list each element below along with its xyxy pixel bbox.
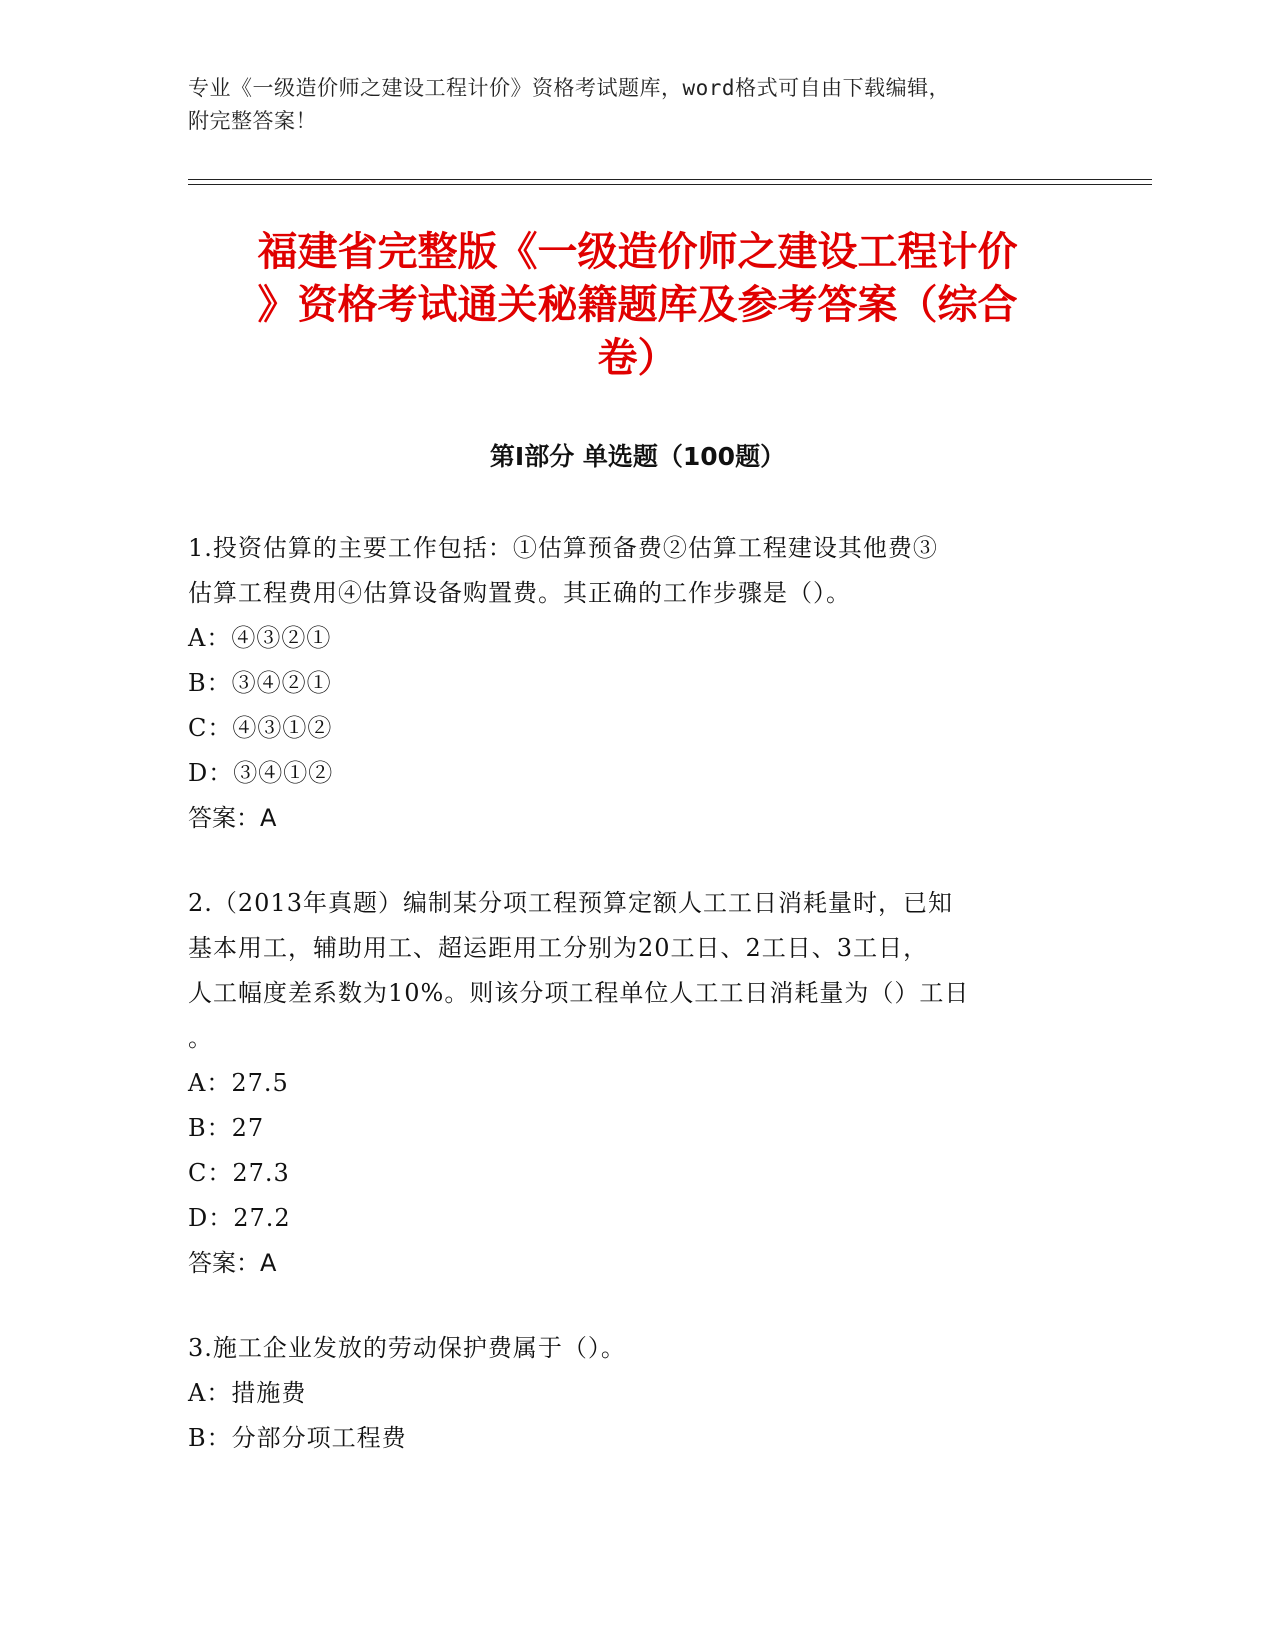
header-divider-bottom [188,184,1152,185]
document-title-line-2: 》资格考试通关秘籍题库及参考答案（综合 [257,282,1018,328]
question-2-option-a: A：27.5 [188,1069,289,1097]
question-3-stem-line-1: 3.施工企业发放的劳动保护费属于（）。 [188,1334,626,1362]
question-1-option-a: A：④③②① [188,624,332,652]
question-list [188,526,1088,1501]
question-1-option-c: C：④③①② [188,714,333,742]
question-1-option-b: B：③④②① [188,669,332,697]
question-1 [188,526,1088,841]
question-2-answer: 答案：A [188,1249,277,1277]
question-1-answer: 答案：A [188,804,277,832]
header-note [188,72,1088,138]
question-3-option-b: B：分部分项工程费 [188,1424,407,1452]
header-note-line-1: 专业《一级造价师之建设工程计价》资格考试题库，word格式可自由下载编辑， [188,76,951,100]
question-2-stem-line-1: 2.（2013年真题）编制某分项工程预算定额人工工日消耗量时，已知 [188,889,953,917]
question-1-stem-line-2: 估算工程费用④估算设备购置费。其正确的工作步骤是（）。 [188,579,851,607]
question-2-stem-line-2: 基本用工，辅助用工、超运距用工分别为20工日、2工日、3工日， [188,934,929,962]
document-title [160,226,1115,385]
header-note-line-2: 附完整答案！ [188,109,317,133]
question-2-stem-line-3: 人工幅度差系数为10%。则该分项工程单位人工工日消耗量为（）工日 [188,979,970,1007]
question-3-option-a: A：措施费 [188,1379,307,1407]
question-2-option-c: C：27.3 [188,1159,290,1187]
question-1-option-d: D：③④①② [188,759,334,787]
section-heading: 第Ⅰ部分 单选题（100题） [489,442,786,471]
header-divider-top [188,179,1152,180]
document-title-line-1: 福建省完整版《一级造价师之建设工程计价 [257,229,1018,275]
document-title-line-3: 卷） [597,335,678,381]
question-2-option-b: B：27 [188,1114,265,1142]
question-3 [188,1326,1088,1461]
question-1-stem-line-1: 1.投资估算的主要工作包括：①估算预备费②估算工程建设其他费③ [188,534,938,562]
question-2 [188,881,1088,1286]
question-2-option-d: D：27.2 [188,1204,291,1232]
question-2-stem-line-4: 。 [188,1024,213,1052]
